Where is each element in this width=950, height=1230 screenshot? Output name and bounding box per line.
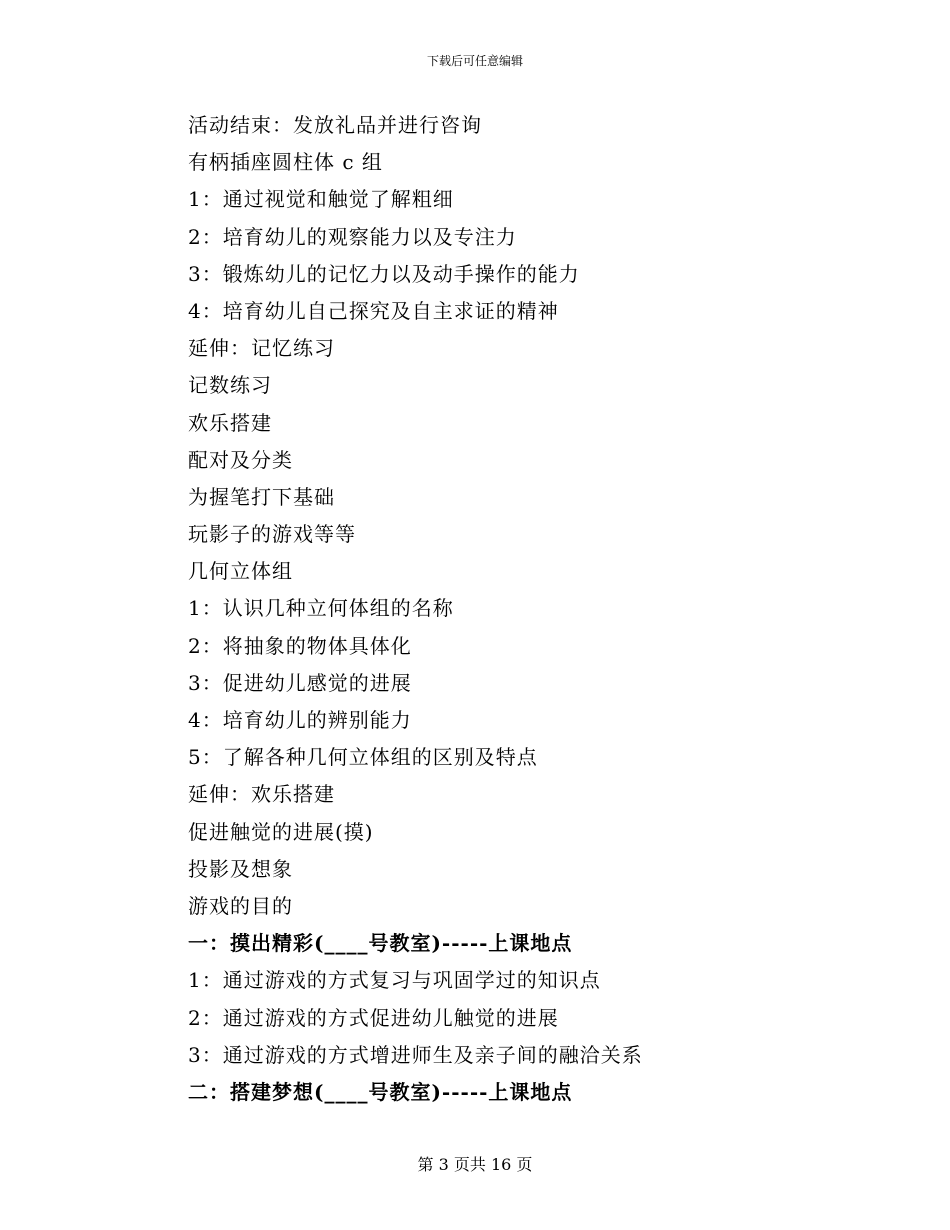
text-line: 3：通过游戏的方式增进师生及亲子间的融洽关系 — [188, 1042, 643, 1067]
text-line: 玩影子的游戏等等 — [188, 522, 356, 547]
text-line: 4：培育幼儿的辨别能力 — [188, 708, 412, 732]
page-footer: 第 3 页共 16 页 — [417, 1155, 533, 1174]
text-line: 延伸：欢乐搭建 — [188, 782, 335, 807]
section-heading: 二：搭建梦想(____号教室)-----上课地点 — [188, 1079, 573, 1104]
text-line: 促进触觉的进展(摸) — [188, 819, 374, 844]
text-line: 2：通过游戏的方式促进幼儿触觉的进展 — [188, 1005, 559, 1030]
text-line: 1：认识几种立何体组的名称 — [188, 596, 454, 621]
text-line: 几何立体组 — [188, 559, 293, 584]
text-line: 有柄插座圆柱体 c 组 — [188, 150, 383, 175]
text-line: 3：促进幼儿感觉的进展 — [188, 670, 412, 695]
text-line: 活动结束：发放礼品并进行咨询 — [188, 113, 482, 137]
section-heading: 一：摸出精彩(____号教室)-----上课地点 — [188, 931, 573, 956]
text-line: 延伸：记忆练习 — [188, 336, 335, 361]
text-line: 配对及分类 — [188, 447, 293, 472]
text-line: 2：培育幼儿的观察能力以及专注力 — [188, 224, 517, 249]
text-line: 欢乐搭建 — [188, 410, 272, 435]
text-line: 为握笔打下基础 — [188, 484, 335, 509]
text-line: 游戏的目的 — [188, 893, 293, 918]
text-line: 投影及想象 — [188, 856, 293, 881]
text-line: 1：通过视觉和触觉了解粗细 — [188, 187, 454, 212]
text-line: 记数练习 — [188, 373, 272, 398]
text-line: 3：锻炼幼儿的记忆力以及动手操作的能力 — [188, 261, 580, 286]
text-line: 5：了解各种几何立体组的区别及特点 — [188, 745, 538, 770]
text-line: 4：培育幼儿自己探究及自主求证的精神 — [188, 298, 559, 323]
document-body — [188, 107, 888, 1111]
page-header: 下载后可任意编辑 — [426, 54, 523, 68]
text-line: 2：将抽象的物体具体化 — [188, 633, 412, 658]
text-line: 1：通过游戏的方式复习与巩固学过的知识点 — [188, 968, 601, 993]
